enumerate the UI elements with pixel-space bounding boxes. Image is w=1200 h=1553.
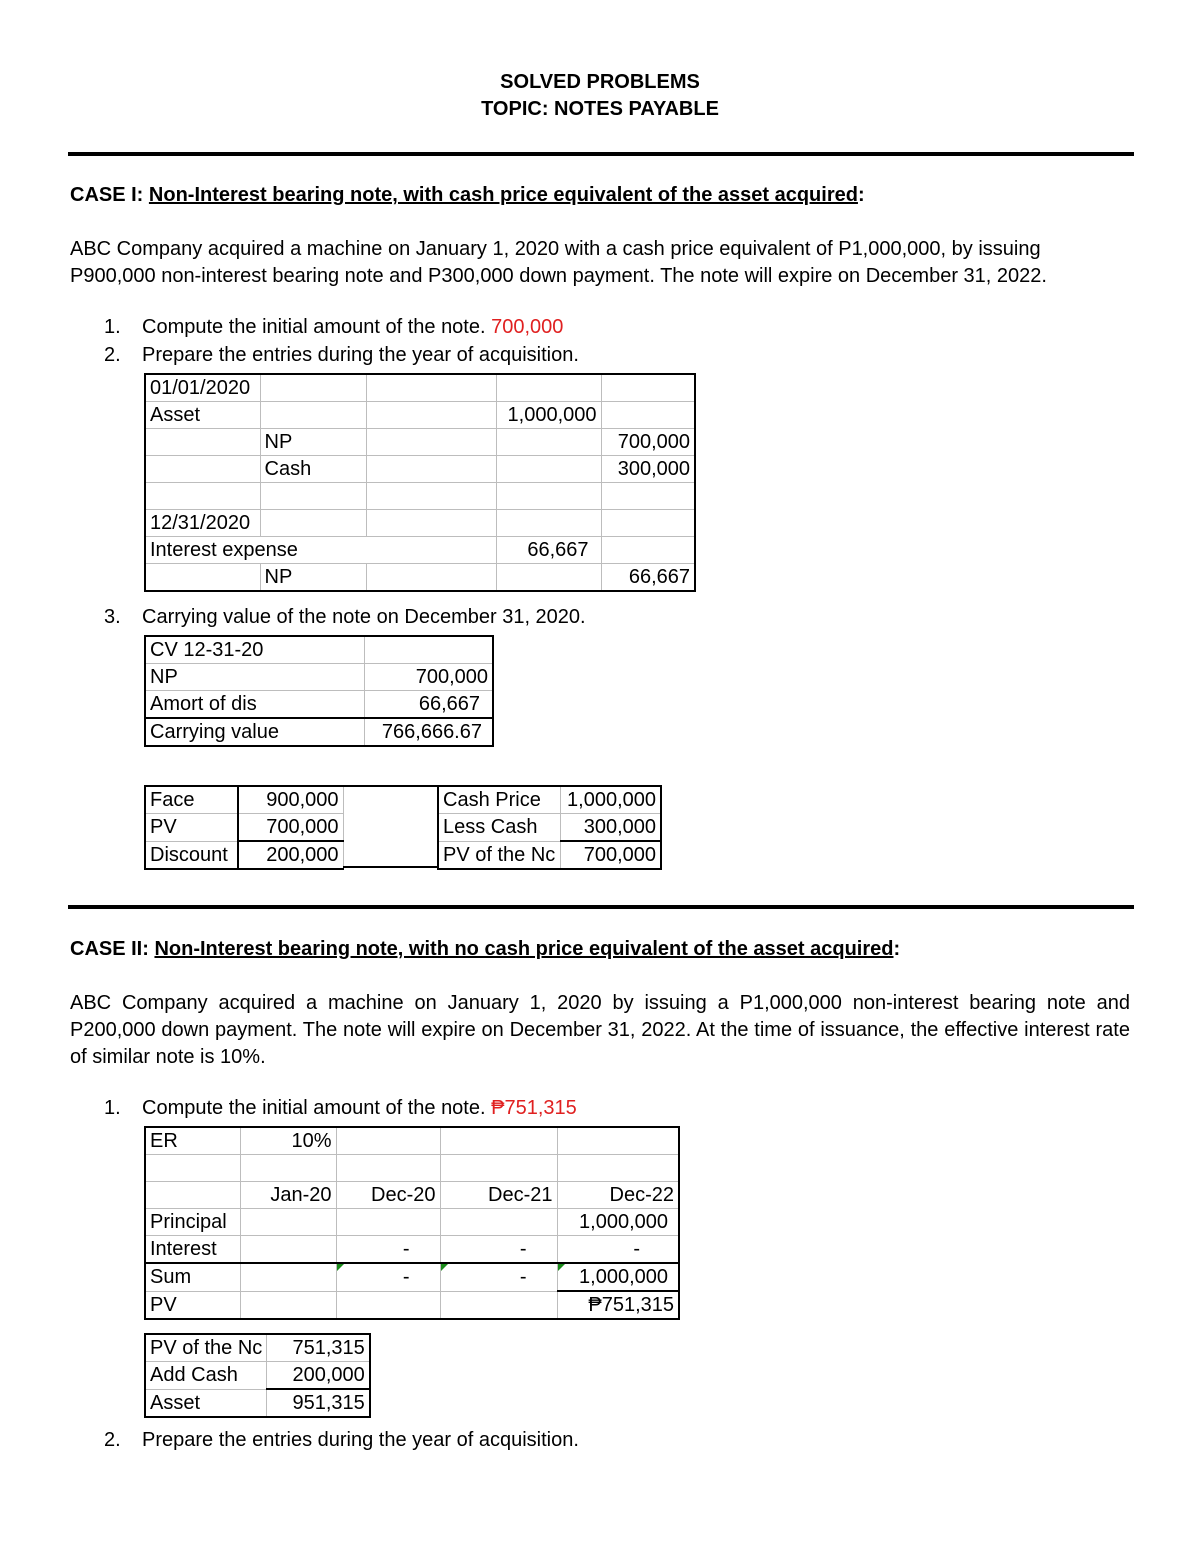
document-topic: TOPIC: NOTES PAYABLE <box>481 98 719 120</box>
journal-entries-table <box>144 373 696 592</box>
divider <box>68 905 1134 909</box>
table-row: PV of the Nc 700,000 <box>438 841 661 869</box>
table-row: NP 700,000 <box>145 664 493 691</box>
case1-answer-1: 700,000 <box>491 316 564 338</box>
table-row: Interest - - - <box>145 1236 679 1264</box>
case1-title: Non-Interest bearing note, with cash price equivalent of the asset acquired <box>148 184 858 206</box>
table-row: NP 700,000 <box>145 429 695 456</box>
table-row: Discount 200,000 <box>145 841 343 869</box>
case1-question-1: 1. Compute the initial amount of the note. 700,000 <box>104 316 564 338</box>
case2-question-1: 1. Compute the initial amount of the note. ₱751,315 <box>104 1097 577 1119</box>
cash-price-table <box>437 785 662 870</box>
asset-computation-table <box>144 1333 371 1418</box>
face-value-table <box>144 785 344 870</box>
table-row <box>145 1155 679 1182</box>
document-title: SOLVED PROBLEMS <box>500 71 700 93</box>
case1-heading: CASE I: Non-Interest bearing note, with cash price equivalent of the asset acquired: <box>70 184 865 206</box>
table-row <box>145 483 695 510</box>
table-row: Amort of dis 66,667 <box>145 691 493 719</box>
table-row: Interest expense 66,667 <box>145 537 695 564</box>
case1-paragraph: ABC Company acquired a machine on January 1, 2020 with a cash price equivalent of P1,000,000, by issuing P900,000 non-interest bearing note and P300,000 down payment. The note will expire on December 31, 2022. <box>70 238 1047 287</box>
table-row: 12/31/2020 <box>145 510 695 537</box>
case2-question-2: 2. Prepare the entries during the year of acquisition. <box>104 1429 579 1451</box>
case1-question-3: 3. Carrying value of the note on December 31, 2020. <box>104 606 586 628</box>
table-row: Face 900,000 <box>145 786 343 814</box>
table-row: Sum - - 1,000,000 <box>145 1263 679 1291</box>
table-row: Cash 300,000 <box>145 456 695 483</box>
case2-paragraph: ABC Company acquired a machine on January 1, 2020 by issuing a P1,000,000 non-interest bearing note and P200,000 down payment. The note will expire on December 31, 2022. At the time of issuance, the effective interest rate of similar note is 10%. <box>70 992 1130 1068</box>
table-spacer <box>343 785 438 868</box>
table-row: PV 700,000 <box>145 814 343 842</box>
table-row: PV of the Nc 751,315 <box>145 1334 370 1362</box>
table-row: PV ₱751,315 <box>145 1291 679 1319</box>
table-row: 01/01/2020 <box>145 374 695 402</box>
carrying-value-table <box>144 635 494 747</box>
table-row: Asset 951,315 <box>145 1389 370 1417</box>
table-row: Less Cash 300,000 <box>438 814 661 842</box>
table-row: Principal 1,000,000 <box>145 1209 679 1236</box>
table-row: CV 12-31-20 <box>145 636 493 664</box>
table-row: Carrying value 766,666.67 <box>145 718 493 746</box>
table-row: NP 66,667 <box>145 564 695 592</box>
divider <box>68 152 1134 156</box>
case2-heading: CASE II: Non-Interest bearing note, with no cash price equivalent of the asset acquired: <box>70 938 901 960</box>
case2-title: Non-Interest bearing note, with no cash price equivalent of the asset acquired <box>154 938 894 960</box>
table-row: ER 10% <box>145 1127 679 1155</box>
case1-label: CASE I: <box>70 184 149 206</box>
pv-computation-table <box>144 1126 680 1320</box>
table-row: Jan-20 Dec-20 Dec-21 Dec-22 <box>145 1182 679 1209</box>
table-row: Asset 1,000,000 <box>145 402 695 429</box>
table-row: Cash Price 1,000,000 <box>438 786 661 814</box>
table-row: Add Cash 200,000 <box>145 1362 370 1390</box>
case2-answer-1: ₱751,315 <box>491 1097 577 1119</box>
case2-label: CASE II: <box>70 938 155 960</box>
case1-question-2: 2. Prepare the entries during the year of acquisition. <box>104 344 579 366</box>
